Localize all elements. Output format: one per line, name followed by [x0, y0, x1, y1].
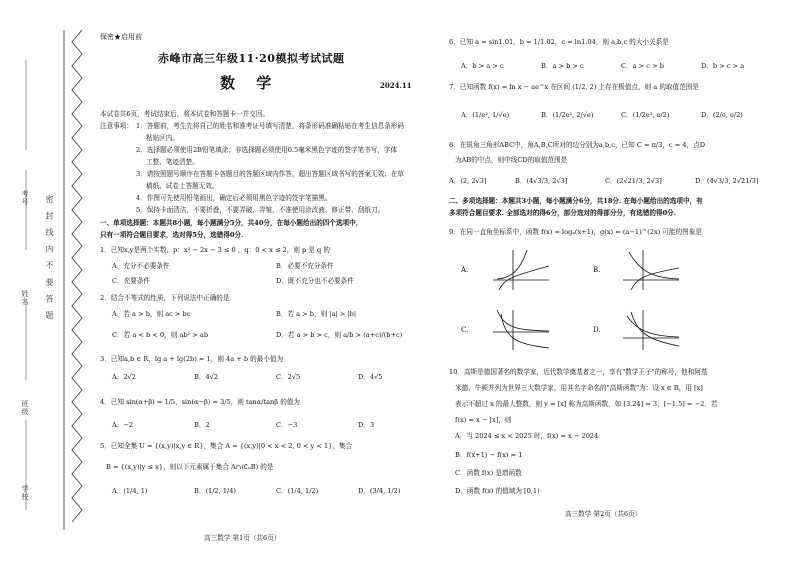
question-stem: 1．已知x,y是两个实数，p：x² − 2x − 3 ≤ 0 ，q：0 < x ≤ 2，则 p 是 q 的	[100, 246, 330, 254]
graph-label-d: D.	[593, 326, 601, 334]
notice-item: 3．请按照题号顺序在答题卡各题目的答题区域内作答，超出答题区域书写的答案无效；在草	[136, 170, 404, 178]
notice-item: 1．答题前，考生先将自己的姓名和准考证号填写清楚，将条形码准确粘贴在考生信息条形码	[136, 122, 404, 130]
option: A．充分不必要条件	[112, 262, 170, 270]
option: A．(2, 2√3]	[449, 177, 487, 185]
option: B．必要不充分条件	[276, 262, 334, 270]
question-stem: 8．在锐角三角形ABC中，角A,B,C所对的边分别为a,b,c，已知 C = π/3，c = 4，点D	[449, 141, 706, 149]
option: C．(1/2e², e/2)	[621, 111, 670, 119]
option: C．a > c > b	[621, 62, 664, 70]
option: A．−2	[112, 421, 134, 429]
option: C．2√5	[276, 373, 301, 381]
exam-no-label: 考号	[21, 190, 29, 206]
question-stem-cont: f(x) = x − [x]，则	[455, 416, 512, 424]
notice-item: 工整、笔迹清楚。	[146, 158, 199, 166]
option: A．当 2024 ≤ x < 2025 时，f(x) = x − 2024	[455, 432, 599, 440]
page-footer-left: 高三数学 第1页（共6页）	[204, 534, 281, 542]
option: B．(1/2, 1/4)	[194, 487, 236, 495]
class-label: 班级	[21, 400, 29, 416]
option: B．4√2	[194, 373, 219, 381]
exam-title: 赤峰市高三年级11·20模拟考试试题	[158, 52, 345, 65]
graph-d	[621, 308, 681, 352]
graph-label-c: C.	[461, 326, 469, 334]
question-stem-cont: 米德、牛顿并列为世界三大数学家，用其名字命名的"高斯函数"为：设 x ∈ R，用 [x]	[455, 384, 703, 392]
binding-strip	[0, 0, 92, 562]
graph-b	[621, 248, 681, 292]
option: D．既不充分也不必要条件	[276, 277, 354, 285]
option: D．(2/e, e/2)	[701, 111, 743, 119]
notice-intro: 本试卷共6页，考试结束后，将本试卷和答题卡一并交回。	[100, 110, 270, 118]
seal-line-text: 密 封 线 内 不 要 答 题	[45, 195, 54, 322]
option: C．充要条件	[112, 277, 151, 285]
option: D．函数 f(x) 的值域为 [0,1)	[455, 487, 540, 495]
question-stem: 7．已知函数 f(x) = ln x − ae^x 在区间 (1/2, 2) 上存在极值点，则 a 的取值范围是	[449, 83, 699, 91]
option: A．(1/4, 1)	[112, 487, 148, 495]
exam-date: 2024.11	[380, 81, 412, 90]
notice-item: 稿纸、试卷上答题无效。	[146, 182, 219, 190]
question-stem: 5．已知全集 U = {(x,y)|x,y ∈ R}，集合 A = {(x,y)|0 < x < 2, 0 < y < 1}，集合	[100, 442, 353, 450]
confidential-mark: 保密★启用前	[100, 33, 142, 41]
section2-heading-cont: 多项符合题目要求. 全部选对的得6分，部分选对的得部分分，有选错的得0分.	[449, 209, 677, 217]
option: B．(4√3/3, 2√3]	[515, 177, 568, 185]
page-footer-right: 高三数学 第2页（共6页）	[565, 510, 642, 518]
section1-heading-cont: 只有一项符合题目要求，选对得5分，选错得0分.	[100, 231, 244, 239]
graph-a	[491, 248, 551, 292]
option: A．b > a > c	[461, 62, 504, 70]
option: B．2	[194, 421, 210, 429]
option: B．a > b > c	[541, 62, 584, 70]
option: D．若 a > b > c，则 a/b > (a+c)/(b+c)	[276, 331, 403, 339]
question-stem: 3．已知a,b ∈ R，lg a + lg(2b) = 1，则 4a + b 的最小值为	[100, 355, 284, 363]
option: D．3	[358, 421, 375, 429]
section2-heading: 二、多项选择题：本题共3小题，每小题满分6分，共18分. 在每小题给出的选项中，有	[449, 197, 703, 205]
option: B．f(x+1) − f(x) = 1	[455, 451, 523, 459]
notice-item: 4．作图可先使用铅笔画出，确定后必须用黑色字迹的签字笔描黑。	[136, 194, 332, 202]
option: C．函数 f(x) 是增函数	[455, 469, 522, 477]
option: B．(1/2e², 2/√e)	[541, 111, 594, 119]
question-stem: 9．在同一直角坐标系中，函数 f(x) = logₐ(x+1)，g(x) = (a−1)^(2x) 可能的图象是	[449, 228, 702, 236]
option: D．(4√3/3, 2√21/3]	[695, 177, 759, 185]
question-stem: 10．高斯是德国著名的数学家，近代数学奠基者之一，享有"数学王子"的称号，他和阿基	[449, 368, 708, 376]
name-label: 姓名	[21, 290, 29, 306]
notice-label: 注意事项：	[100, 122, 133, 130]
option: D．b > c > a	[701, 62, 745, 70]
option: D．4√5	[358, 373, 383, 381]
option: A．2√2	[112, 373, 136, 381]
option: A．(1/e², 1/√e)	[461, 111, 510, 119]
option: B．若 a > b，则 |a| > |b|	[276, 310, 357, 318]
question-stem-cont: B = {(x,y)|y ≤ x}，则以下元素属于集合 A∩(∁ᵤB) 的是	[106, 463, 274, 471]
question-stem-cont: 表示不超过 x 的最大整数，则 y = [x] 称为高斯函数，如 [3.24] = 3，[−1.5] = −2．若	[455, 400, 718, 408]
option: C．(2√21/3, 2√3]	[605, 177, 662, 185]
option: C．若 a < b < 0，则 ab² > ab	[112, 331, 209, 339]
option: A．若 a > b，则 ac > bc	[112, 310, 191, 318]
question-stem: 4．已知 sin(α+β) = 1/5，sin(α−β) = 3/5，则 tanα/tanβ 的值为	[100, 398, 300, 406]
option: C．(1/4, 1/2)	[276, 487, 319, 495]
graph-label-a: A.	[461, 266, 469, 274]
graph-label-b: B.	[593, 266, 601, 274]
school-label: 学校	[21, 485, 29, 501]
question-stem-cont: 为AB的中点，则中线CD的取值范围是	[455, 156, 568, 164]
graph-c	[491, 308, 551, 352]
subject-title: 数 学	[220, 74, 280, 92]
question-stem: 6．已知 a = sin1.01，b = 1/1.02，c = ln1.04，则 a,b,c 的大小关系是	[449, 38, 669, 46]
right-column	[445, 0, 775, 562]
left-column	[96, 0, 426, 562]
option: D．(3/4, 1/2)	[358, 487, 401, 495]
notice-item: 2．选择题必须使用2B铅笔填涂；非选择题必须使用0.5毫米黑色字迹的签字笔书写，字体	[136, 146, 398, 154]
section1-heading: 一、单项选择题：本题共8小题，每小题满分5分，共40分，在每小题给出的四个选项中，	[100, 219, 363, 227]
notice-item: 粘贴区内。	[146, 134, 179, 142]
notice-item: 5．保持卡面清洁，不要折叠，不要弄破、弄皱，不准使用涂改液、修正带、刮纸刀。	[136, 206, 385, 214]
option: C．−3	[276, 421, 298, 429]
question-stem: 2．结合不等式的性质，下列说法中正确的是	[100, 294, 230, 302]
